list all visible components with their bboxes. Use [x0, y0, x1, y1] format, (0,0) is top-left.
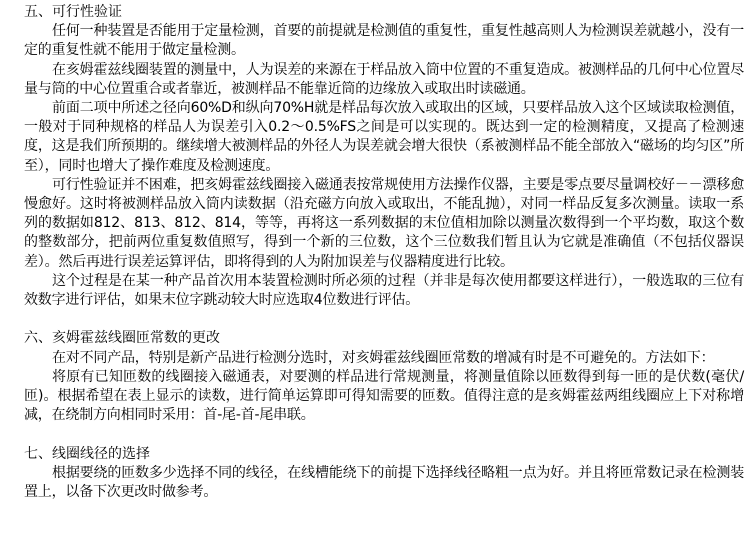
- paragraph: 这个过程是在某一种产品首次用本装置检测时所必须的过程（并非是每次使用都要这样进行），一般选取的三位有效数字进行评估，如果末位字跳动较大时应选取4位数进行评估。: [24, 272, 744, 309]
- section-title-wire-diameter: 七、线圈线径的选择: [24, 445, 150, 462]
- paragraph: 在对不同产品，特别是新产品进行检测分选时，对亥姆霍兹线圈匝常数的增减有时是不可避免的。方法如下：: [52, 349, 715, 366]
- paragraph: 根据要绕的匝数多少选择不同的线径，在线槽能绕下的前提下选择线径略粗一点为好。并且将匝常数记录在检测装置上，以备下次更改时做参考。: [24, 464, 744, 501]
- section-title-turns-constant: 六、亥姆霍兹线圈匝常数的更改: [24, 330, 220, 347]
- section-feasibility: [24, 3, 744, 310]
- paragraph: 在亥姆霍兹线圈装置的测量中，人为误差的来源在于样品放入筒中位置的不重复造成。被测样品的几何中心位置尽量与筒的中心位置重合或者靠近，被测样品不能靠近筒的边缘放入或取出时读磁通。: [24, 61, 744, 97]
- section-wire-diameter: [24, 445, 744, 503]
- paragraph: 可行性验证并不困难，把亥姆霍兹线圈接入磁通表按常规使用方法操作仪器，主要是零点要尽量调校好－－漂移愈慢愈好。这时将被测样品放入筒内读数据（沿充磁方向放入或取出，不能乱抛），对同一样品反复多次测量。读取一系列的数据如812、813、812、814，等等，再将这一系列数据的末位值相加除以测量次数得到一个平均数，取这个数的整数部分，把前两位重复数值照写，得到一个新的三位数，这个三位数我们暂且认为它就是准确值（不包括仪器误差）。然后再进行误差运算评估，即将得到的人为附加误差与仪器精度进行比较。: [24, 176, 744, 270]
- section-turns-constant: [24, 329, 744, 425]
- section-spacer: [24, 310, 744, 329]
- paragraph: 前面二项中所述之径向60%D和纵向70%H就是样品每次放入或取出的区域，只要样品放入这个区域读取检测值，一般对于同种规格的样品人为误差引入0.2～0.5%FS之间是可以实现的。既达到一定的检测精度，又提高了检测速度，这是我们所预期的。继续增大被测样品的外径人为误差就会增大很快（系被测样品不能全部放入“磁场的均匀区”所至），同时也增大了操作难度及检测速度。: [24, 100, 744, 174]
- section-spacer: [24, 425, 744, 444]
- paragraph: 将原有已知匝数的线圈接入磁通表，对要测的样品进行常规测量，将测量值除以匝数得到每一匝的是伏数(毫伏/匝)。根据希望在表上显示的读数，进行简单运算即可得知需要的匝数。值得注意的是亥姆霍兹两组线圈应上下对称增减，在绕制方向相同时采用：首-尾-首-尾串联。: [24, 368, 744, 424]
- paragraph: 任何一种装置是否能用于定量检测，首要的前提就是检测值的重复性，重复性越高则人为检测误差就越小，没有一定的重复性就不能用于做定量检测。: [24, 23, 744, 59]
- section-title-feasibility: 五、可行性验证: [24, 4, 122, 20]
